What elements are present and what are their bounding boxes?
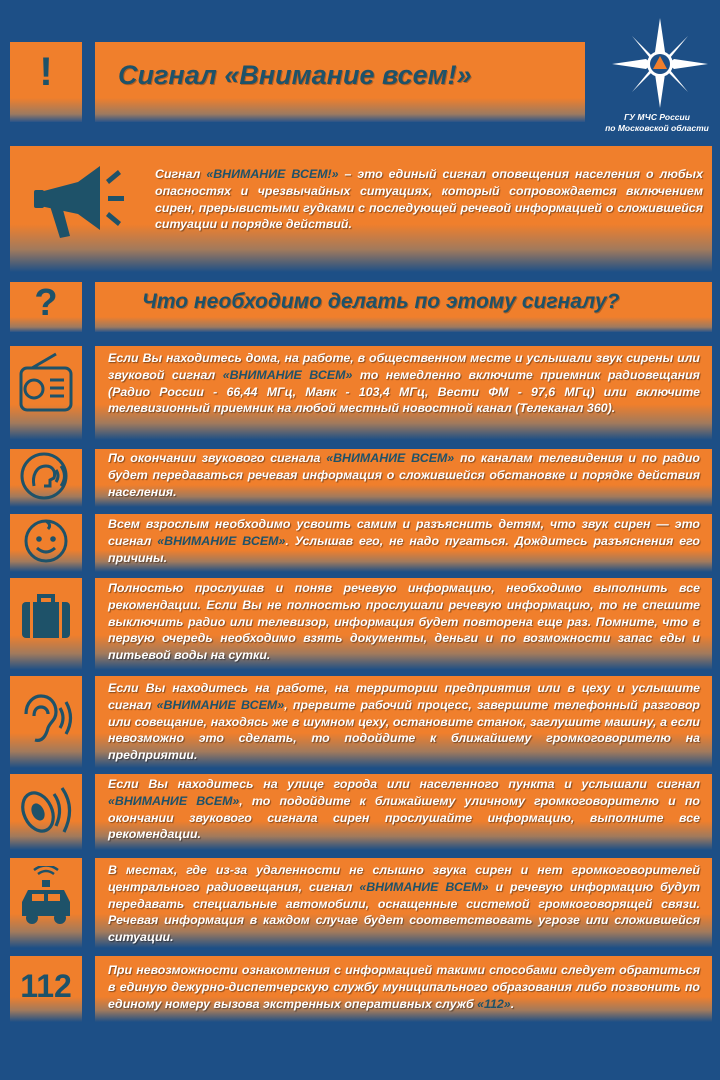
child-face-icon [22, 516, 70, 564]
section-3-keyword: «ВНИМАНИЕ ВСЕМ» [157, 533, 286, 548]
emergency-number-icon: 112 [20, 968, 72, 1004]
org-line-2: по Московской области [605, 123, 709, 133]
section-7-post: и речевую информацию будут передавать специальные автомобили, оснащенные системой громкоговорящей связи. Речевая информация в каждом случае будет соответствовать угрозе или сложившейся ситуации. [108, 879, 700, 945]
section-3-text [108, 516, 700, 566]
speaking-head-icon [20, 452, 72, 500]
org-caption [598, 112, 716, 134]
megaphone-icon [30, 160, 130, 242]
section-2-text [108, 450, 700, 500]
question-mark: ? [34, 282, 58, 324]
section-6-keyword: «ВНИМАНИЕ ВСЕМ» [108, 793, 240, 808]
org-line-1: ГУ МЧС России [624, 112, 690, 122]
section-6-post: , то подойдите к ближайшему уличному громкоговорителю и по окончании звукового сигнала сирен прослушайте информацию, выполните все рекомендации. [108, 793, 700, 842]
mchs-emblem-icon [612, 18, 708, 110]
section-1-post: то немедленно включите приемник радиовещания (Радио России - 66,44 МГц, Маяк - 103,4 МГц, Вести ФМ - 97,6 МГц) или включите телевизионный приемник на любой местный новостной канал (Телеканал 360). [108, 367, 700, 416]
section-7-pre: В местах, где из-за удаленности не слышно звука сирен и нет громкоговорителей центрального радиовещания, сигнал [108, 863, 700, 894]
section-3-pre: Всем взрослым необходимо усвоить самим и разъяснить детям, что звук сирен — это сигнал [108, 517, 700, 548]
loudspeaker-icon [18, 780, 74, 840]
section-7-text [108, 862, 700, 946]
section-2-keyword: «ВНИМАНИЕ ВСЕМ» [326, 451, 455, 465]
radio-icon [18, 352, 74, 414]
intro-text-pre: Сигнал [155, 167, 207, 181]
section-8-text [108, 962, 700, 1012]
page-title: Сигнал «Внимание всем!» [118, 60, 472, 90]
section-6-pre: Если Вы находитесь на улице города или населенного пункта и услышали сигнал [108, 777, 700, 791]
section-5-text [108, 680, 700, 764]
section-8-keyword: «112» [477, 996, 511, 1011]
section-1-pre: Если Вы находитесь дома, на работе, в общественном месте и услышали звук сирены или звуковой сигнал [108, 351, 700, 382]
exclaim-mark: ! [39, 50, 53, 94]
car-loudspeaker-icon [16, 866, 76, 926]
section-5-post: , прервите рабочий процесс, завершите телефонный разговор или совещание, находясь же в шумном цеху, остановите станок, заглушите машину, а если невозможно это сделать, то подойдите к ближайшему громкоговорителю на предприятии. [108, 697, 700, 763]
ear-icon [18, 692, 74, 748]
section-8-post: . [510, 996, 515, 1011]
section-6-text [108, 776, 700, 843]
section-2-pre: По окончании звукового сигнала [108, 451, 327, 465]
section-5-keyword: «ВНИМАНИЕ ВСЕМ» [156, 697, 285, 712]
section-4-pre: Полностью прослушав и поняв речевую информацию, необходимо выполнить все рекомендации. Если Вы не полностью прослушали речевую информацию, то не спешите выключить радио или телевизор, информация будет повторена еще раз. Помните, что в первую очередь необходимо взять документы, деньги и по возможности запас еды и питьевой воды на сутки. [108, 581, 700, 663]
section-1-keyword: «ВНИМАНИЕ ВСЕМ» [222, 367, 353, 382]
section-2-post: по каналам телевидения и по радио будет передаваться речевая информация о сложившейся обстановке и порядке действия населения. [108, 451, 700, 499]
section-7-keyword: «ВНИМАНИЕ ВСЕМ» [359, 879, 489, 894]
section-5-pre: Если Вы находитесь на работе, на территории предприятия или в цеху и услышите сигнал [108, 681, 700, 712]
section-8-pre: При невозможности ознакомления с информацией такими способами следует обратиться в единую дежурно-диспетчерскую службу муниципального образования либо позвонить по единому номеру вызова экстренных оперативных служб [108, 963, 700, 1011]
intro-text [155, 166, 703, 233]
section-1-text [108, 350, 700, 417]
section-4-text [108, 580, 700, 664]
question-title: Что необходимо делать по этому сигналу? [142, 290, 620, 313]
suitcase-icon [20, 590, 72, 640]
intro-keyword: «ВНИМАНИЕ ВСЕМ!» [206, 167, 339, 181]
section-3-post: . Услышав его, не надо пугаться. Дождитесь разъяснения его причины. [108, 533, 700, 565]
intro-text-post: – это единый сигнал оповещения населения о любых опасностях и чрезвычайных ситуациях, который сопровождается включением сирен, прерывистыми гудками с последующей речевой информацией о сложившейся ситуации и порядке действий. [155, 167, 703, 232]
